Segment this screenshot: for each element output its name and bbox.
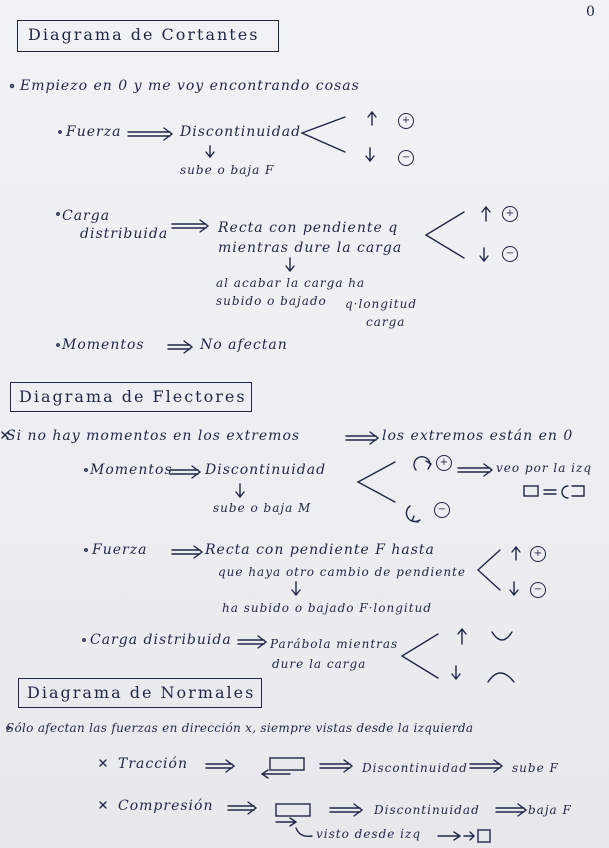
down-arrow [292,582,300,595]
down-arrow [236,484,244,497]
up-arrow [458,629,466,644]
note-visto-izq: visto desde izq [316,827,422,841]
note-acabar-3: q·longitud [345,297,418,311]
plus-sign: + [502,206,518,222]
bullet-dot [57,213,59,215]
pull-arrow [262,770,290,778]
bullet-dot [85,469,87,471]
down-arrow [286,258,294,271]
arrow [438,832,460,840]
up-arrow [368,112,376,125]
note-acabar-1: al acabar la carga ha [216,276,366,290]
branch-bracket [358,462,395,502]
result-recta-1: Recta con pendiente F hasta [205,542,435,558]
label-traccion: Tracción [118,756,188,772]
equals-sign [544,490,556,494]
counterclockwise-moment-icon [406,506,420,522]
result-recta-2: que haya otro cambio de pendiente [218,565,466,579]
double-arrow [238,636,266,648]
plus-sign: + [436,455,452,471]
minus-sign: − [434,502,450,518]
bullet-dot [83,639,85,641]
double-arrow [206,760,234,772]
bullet-cross [100,802,106,808]
result-no-afectan: No afectan [200,337,288,353]
result-parabola-2: dure la carga [272,657,367,671]
double-arrow [170,466,200,478]
bullet-dot [11,85,14,88]
note-sube-baja-f: sube o baja F [180,163,275,177]
down-arrow [480,248,488,261]
concave-down-parabola-icon [488,673,514,682]
result-recta-2: mientras dure la carga [218,240,403,256]
label-carga-2: distribuida [80,226,169,242]
minus-sign: − [398,150,414,166]
push-arrow [276,818,296,826]
bullet-cross [100,760,106,766]
down-arrow [366,148,374,161]
minus-sign: − [502,246,518,262]
double-arrow [330,804,362,816]
clockwise-moment-icon [414,457,431,470]
double-arrow [168,341,192,353]
branch-bracket [478,550,500,590]
section-title-flectores: Diagrama de Flectores [19,387,247,406]
double-arrow [458,464,492,476]
down-arrow [206,146,214,157]
bullet-cross [2,432,8,438]
beam-sketch-icon [524,486,538,496]
bullet-dot [59,131,61,133]
bullet-intro-left: Si no hay momentos en los extremos [6,428,301,444]
bullet-dot [7,727,9,729]
result-discontinuidad: Discontinuidad [205,462,327,478]
label-fuerza: Fuerza [92,542,148,558]
up-arrow [482,207,490,221]
traccion-bar-icon [270,758,304,770]
branch-bracket [402,634,438,678]
hook-arrow [296,828,312,836]
side-note-izq: veo por la izq [496,461,593,475]
double-arrow [172,546,202,558]
arrow [464,832,474,840]
concave-up-parabola-icon [492,632,512,640]
plus-sign: + [398,113,414,129]
note-acabar-2: subido o bajado [216,294,327,308]
beam-sketch-icon [562,486,584,498]
label-fuerza: Fuerza [66,124,122,140]
up-arrow [512,547,520,560]
result-discontinuidad: Discontinuidad [180,124,302,140]
section-title-normales: Diagrama de Normales [27,683,256,702]
bullet-intro: Sólo afectan las fuerzas en dirección x, siempre vistas desde la izquierda [6,721,474,735]
plus-sign: + [530,546,546,562]
bullet-dot [57,344,59,346]
double-arrow [172,220,208,232]
note-sube-baja-m: sube o baja M [213,501,312,515]
double-arrow [320,760,352,772]
page-number: 0 [586,4,596,20]
minus-sign: − [530,582,546,598]
bullet-intro: Empiezo en 0 y me voy encontrando cosas [20,78,360,94]
result-discontinuidad: Discontinuidad [362,761,468,775]
double-arrow [470,760,502,772]
note-f-longitud: ha subido o bajado F·longitud [222,601,432,615]
effect-baja-f: baja F [528,803,572,817]
label-momentos: Momentos [62,337,145,353]
label-carga-distribuida: Carga distribuida [90,632,232,648]
result-discontinuidad: Discontinuidad [374,803,480,817]
bullet-dot [85,549,87,551]
double-arrow [128,128,172,140]
down-arrow [510,582,518,595]
bullet-intro-right: los extremos están en 0 [382,428,574,444]
branch-bracket [426,212,464,258]
double-arrow [228,802,256,814]
branch-bracket [302,117,345,152]
beam-sketch-icon [478,830,490,842]
result-parabola-1: Parábola mientras [270,637,399,651]
double-arrow [496,804,526,816]
label-compresion: Compresión [118,798,214,814]
effect-sube-f: sube F [512,761,559,775]
down-arrow [452,666,460,679]
compresion-bar-icon [276,804,310,816]
label-carga-1: Carga [62,208,111,224]
section-title-cortantes: Diagrama de Cortantes [28,25,260,44]
double-arrow [346,432,378,444]
label-momentos: Momentos [90,462,173,478]
result-recta-1: Recta con pendiente q [218,220,399,236]
note-acabar-4: carga [366,315,406,329]
